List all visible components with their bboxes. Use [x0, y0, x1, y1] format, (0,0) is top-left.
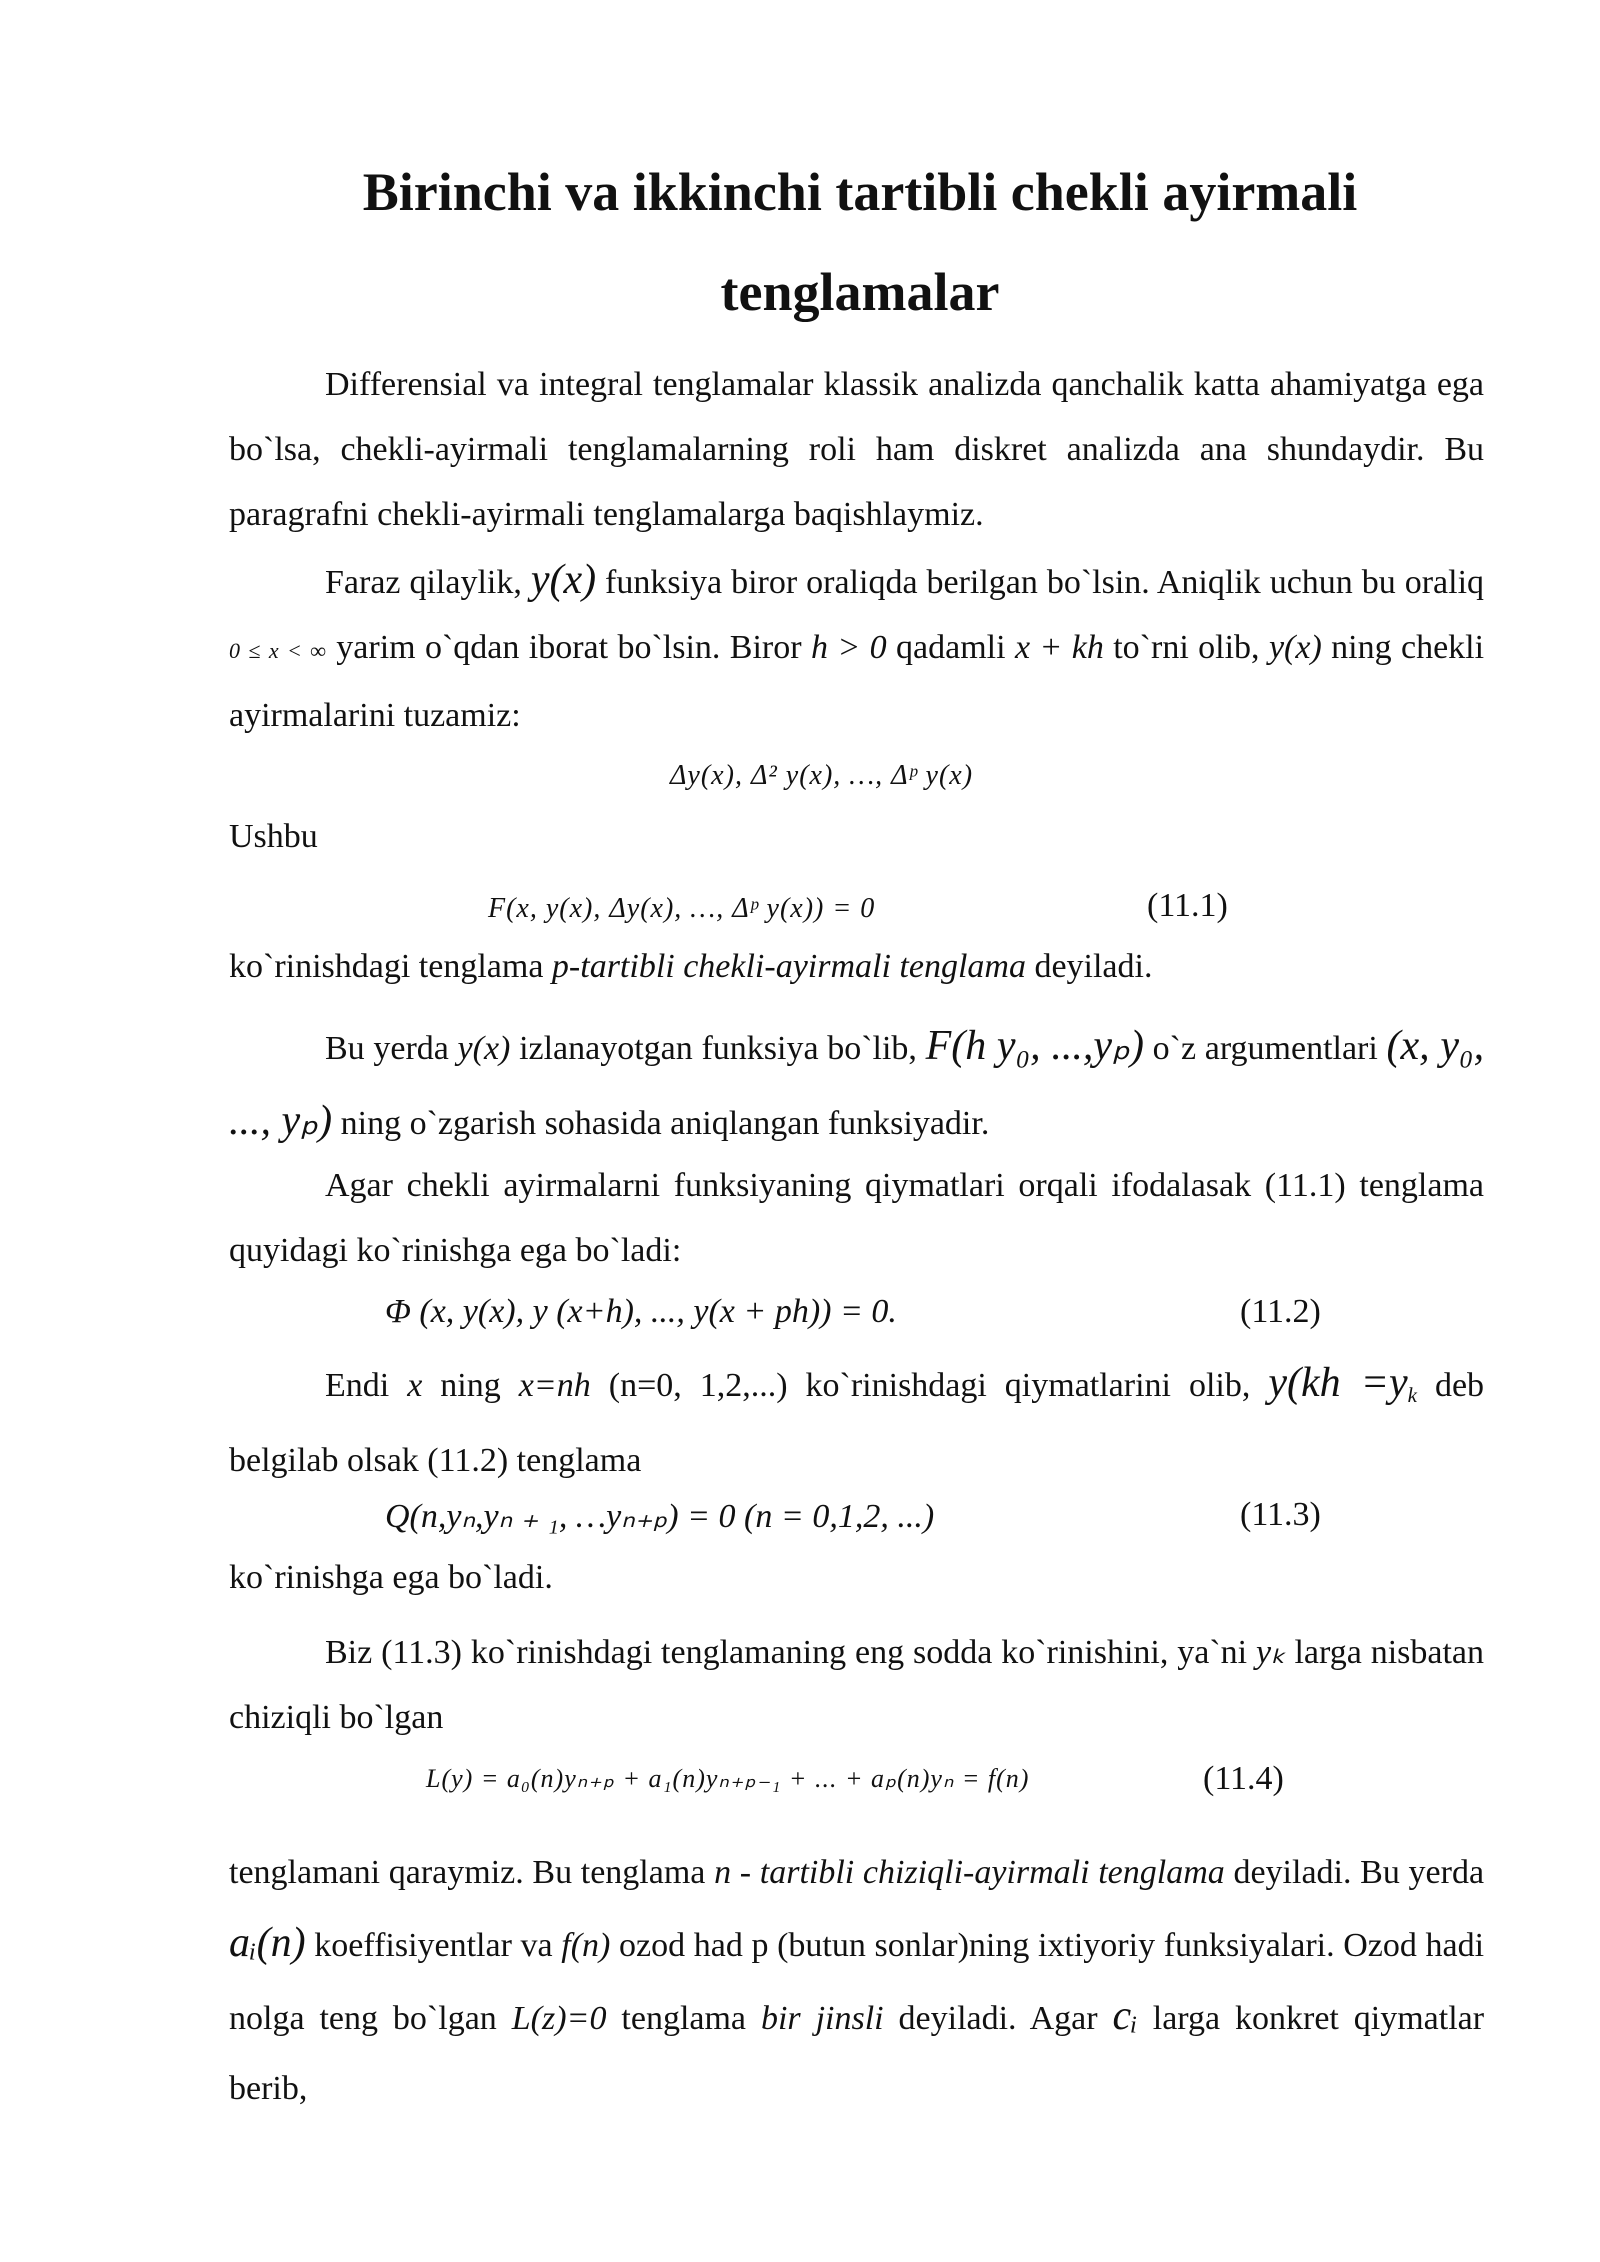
paragraph-8: Biz (11.3) ko`rinishdagi tenglamaning eng sodda ko`rinishini, ya`ni yₖ larga nisbatan chiziqli bo`lgan	[229, 1634, 1484, 1736]
paragraph-4: Bu yerda y(x) izlanayotgan funksiya bo`lib, F(h y₀, ...,yₚ) o`z argumentlari (x, y₀, ..., yₚ) ning o`zgarish sohasida aniqlangan funksiyadir.	[229, 1023, 1485, 1144]
paragraph-5: Agar chekli ayirmalarni funksiyaning qiymatlari orqali ifodalasak (11.1) tenglama quyidagi ko`rinishga ega bo`ladi:	[229, 1167, 1484, 1269]
ushbu-label: Ushbu	[229, 818, 318, 855]
equation-11-3: Q(n,yₙ,yₙ ₊ ₁, …yₙ₊ₚ) = 0 (n = 0,1,2, ...)	[385, 1498, 935, 1535]
equation-11-2: Φ (x, y(x), y (x+h), ..., y(x + ph)) = 0.	[385, 1293, 897, 1330]
paragraph-2: Faraz qilaylik, y(x) funksiya biror oraliqda berilgan bo`lsin. Aniqlik uchun bu oraliq 0 ≤ x < ∞ yarim o`qdan iborat bo`lsin. Biror h > 0 qadamli x + kh to`rni olib, y(x) ning chekli ayirmalarini tuzamiz:	[229, 557, 1485, 734]
equation-number-11-3: (11.3)	[1240, 1496, 1321, 1533]
document-title	[230, 142, 1490, 342]
formula-differences: Δy(x), Δ² y(x), …, Δᵖ y(x)	[670, 760, 974, 791]
paragraph-6: Endi x ning x=nh (n=0, 1,2,...) ko`rinishdagi qiymatlarini olib, $y(kh =y_k$ deb belgilab olsak (11.2) tenglama	[229, 1360, 1485, 1479]
paragraph-1: Differensial va integral tenglamalar klassik analizda qanchalik katta ahamiyatga ega bo`lsa, chekli-ayirmali tenglamalarning roli ham diskret analizda ana shundaydir. Bu paragrafni chekli-ayirmali tenglamalarga baqishlaymiz.	[229, 366, 1484, 533]
equation-number-11-1: (11.1)	[1147, 887, 1228, 924]
paragraph-9: tenglamani qaraymiz. Bu tenglama n - tartibli chiziqli-ayirmali tenglama deyiladi. Bu yerda aᵢ(n) koeffisiyentlar va f(n) ozod had p (butun sonlar)ning ixtiyoriy funksiyalari. Ozod hadi nolga teng bo`lgan L(z)=0 tenglama bir jinsli deyiladi. Agar cᵢ larga konkret qiymatlar berib,	[229, 1854, 1485, 2107]
paragraph-7: ko`rinishga ega bo`ladi.	[229, 1559, 553, 1596]
equation-11-4: L(y) = a₀(n)yₙ₊ₚ + a₁(n)yₙ₊ₚ₋₁ + ... + aₚ(n)yₙ = f(n)	[426, 1764, 1030, 1793]
equation-number-11-4: (11.4)	[1203, 1760, 1284, 1797]
title-line-2: tenglamalar	[720, 262, 1000, 322]
equation-number-11-2: (11.2)	[1240, 1293, 1321, 1330]
equation-11-1: F(x, y(x), Δy(x), …, Δᵖ y(x)) = 0	[488, 893, 876, 924]
paragraph-3: ko`rinishdagi tenglama p-tartibli chekli-ayirmali tenglama deyiladi.	[229, 948, 1153, 985]
title-line-1: Birinchi va ikkinchi tartibli chekli ayirmali	[362, 162, 1358, 222]
